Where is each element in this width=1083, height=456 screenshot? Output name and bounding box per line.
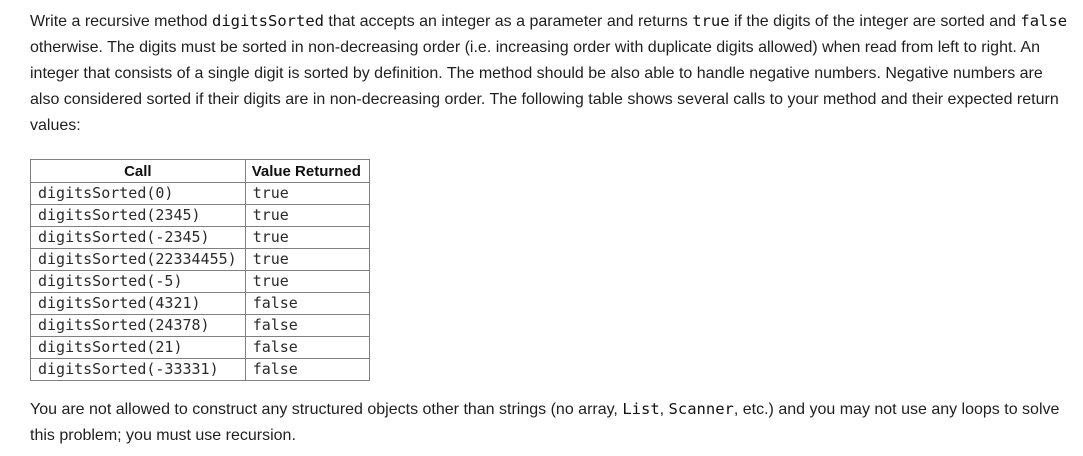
table-row [31,249,370,271]
call-cell: digitsSorted(24378) [31,315,246,337]
list-code: List [622,400,660,418]
return-cell: true [245,249,369,271]
table-row [31,227,370,249]
calls-table [30,159,370,381]
call-cell: digitsSorted(4321) [31,293,246,315]
return-cell: true [245,183,369,205]
header-value-returned: Value Returned [245,160,369,183]
intro-text-1: Write a recursive method [30,13,212,30]
call-cell: digitsSorted(22334455) [31,249,246,271]
table-row [31,359,370,381]
return-cell: false [245,315,369,337]
false-code: false [1020,12,1068,30]
true-code: true [692,12,730,30]
problem-statement [30,8,1070,444]
outro-text-1: You are not allowed to construct any structured objects other than strings (no array, [30,401,623,418]
return-cell: true [245,271,369,293]
outro-text-3: , etc.) and you may not use any loops to solve this problem; you must use recursion. [30,401,1060,444]
return-cell: false [245,293,369,315]
call-cell: digitsSorted(-5) [31,271,246,293]
return-cell: false [245,337,369,359]
call-cell: digitsSorted(-33331) [31,359,246,381]
return-cell: true [245,205,369,227]
header-call: Call [31,160,246,183]
intro-text-4: otherwise. The digits must be sorted in non-decreasing order (i.e. increasing order with duplicate digits allowed) when read from left to right. An integer that consists of a single digit is sorted by definition. The method should be also able to handle negative numbers. Negative numbers are also considered sorted if their digits are in non-decreasing order. The following table shows several calls to your method and their expected return values: [30,39,1059,134]
call-cell: digitsSorted(21) [31,337,246,359]
scanner-code: Scanner [668,400,734,418]
table-header-row [31,160,370,183]
method-name-code: digitsSorted [212,12,324,30]
call-cell: digitsSorted(-2345) [31,227,246,249]
call-cell: digitsSorted(0) [31,183,246,205]
outro-text-2: , [659,401,669,418]
intro-text-3: if the digits of the integer are sorted and [729,13,1021,30]
table-row [31,205,370,227]
return-cell: false [245,359,369,381]
table-row [31,183,370,205]
table-row [31,337,370,359]
table-row [31,293,370,315]
return-cell: true [245,227,369,249]
restrictions-paragraph [30,396,1070,449]
intro-text-2: that accepts an integer as a parameter and returns [323,13,693,30]
table-row [31,315,370,337]
table-row [31,271,370,293]
call-cell: digitsSorted(2345) [31,205,246,227]
intro-paragraph [30,8,1070,139]
